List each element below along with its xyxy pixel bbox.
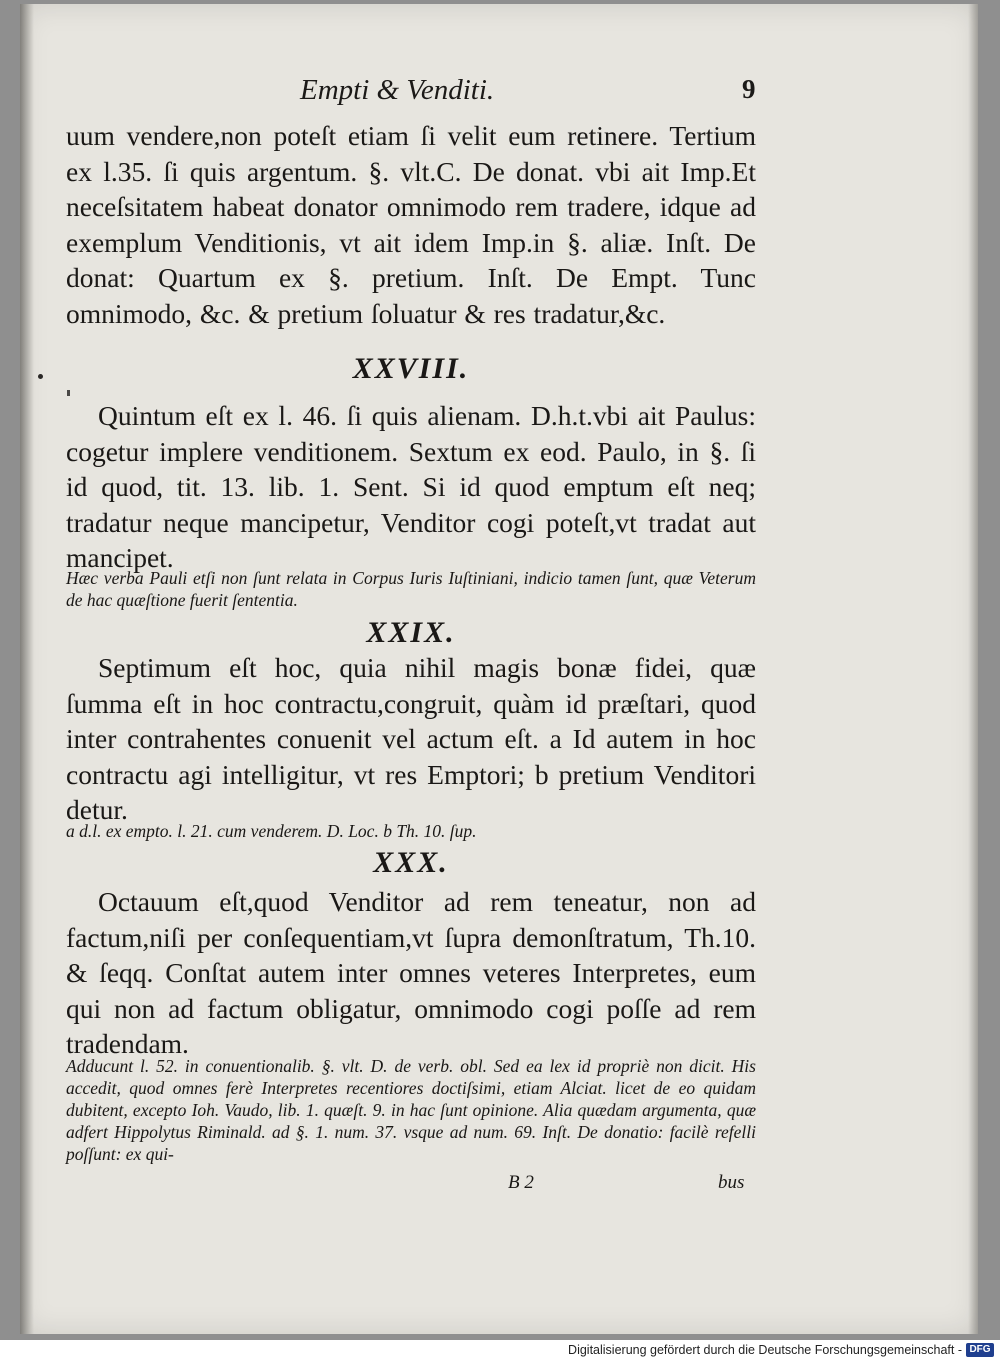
page-number: 9 (742, 74, 756, 104)
page-edge-shadow (968, 4, 978, 1334)
reference-note-xxix: a d.l. ex empto. l. 21. cum venderem. D. Loc. b Th. 10. ſup. (66, 821, 477, 841)
footer-bar (0, 1340, 1000, 1361)
paragraph-continuation: uum vendere,non poteſt etiam ſi velit eum retinere. Tertium ex l.35. ſi quis argentum. §. vlt.C. De donat. vbi ait Imp.Et neceſsitatem habeat donator omnimodo rem tradere, idque ad exemplum Venditionis, vt ait idem Imp.in §. aliæ. Inſt. De donat: Quartum ex §. pretium. Inſt. De Empt. Tunc omnimodo, &c. & pretium ſoluatur & res tradatur,&c. (66, 120, 756, 329)
catchword: bus (718, 1172, 745, 1193)
section-heading-xxviii: XXVIII. (352, 352, 470, 385)
note-xxx: Adducunt l. 52. in conuentionalib. §. vlt. D. de verb. obl. Sed ea lex id propriè non dicit. His accedit, quod omnes ferè Interpretes recentiores doctiſsimi, etiam Alciat. licet de eo quidam dubitent, excepto Ioh. Vaudo, lib. 1. quæſt. 9. in hac ſunt opinione. Alia quædam argumenta, quæ adfert Hippolytus Riminald. ad §. 1. num. 37. vsque ad num. 69. Inſt. De donatio: facilè refelli poſſunt: ex qui- (66, 1056, 756, 1164)
note-xxviii: Hæc verba Pauli etſi non ſunt relata in Corpus Iuris Iuſtiniani, indicio tamen ſunt, quæ Veterum de hac quæſtione fuerit ſententia. (66, 568, 756, 610)
running-head: Empti & Venditi. (300, 74, 495, 106)
dfg-logo-icon: DFG (966, 1343, 994, 1357)
section-heading-xxx: XXX. (373, 846, 449, 879)
margin-mark (38, 374, 43, 379)
paragraph-xxviii: Quintum eſt ex l. 46. ſi quis alienam. D.h.t.vbi ait Paulus: cogetur implere venditionem. Sextum ex eod. Paulo, in §. ſi id quod, tit. 13. lib. 1. Sent. Si id quod emptum eſt neq; tradatur neque mancipetur, Venditor cogi poteſt,vt tradat aut mancipet. (66, 400, 756, 573)
page-header (0, 74, 1000, 114)
section-heading-xxix: XXIX. (366, 616, 456, 649)
paragraph-xxix: Septimum eſt hoc, quia nihil magis bonæ fidei, quæ ſumma eſt in hoc contractu,congruit, quàm id præſtari, quod inter contrahentes conuenit vel actum eſt. a Id autem in hoc contractu agi intelligitur, vt res Emptori; b pretium Venditori detur. (66, 652, 756, 825)
signature-mark: B 2 (508, 1172, 534, 1193)
funding-credit: Digitalisierung gefördert durch die Deutsche Forschungsgemeinschaft - (568, 1343, 962, 1357)
paragraph-xxx: Octauum eſt,quod Venditor ad rem teneatur, non ad factum,niſi per conſequentiam,vt ſupra demonſtratum, Th.10. & ſeqq. Conſtat autem inter omnes veteres Interpretes, eum qui non ad factum obligatur, omnimodo cogi poſſe ad rem tradendam. (66, 886, 756, 1059)
margin-tick (67, 390, 70, 396)
page-gutter-shadow (20, 4, 34, 1334)
